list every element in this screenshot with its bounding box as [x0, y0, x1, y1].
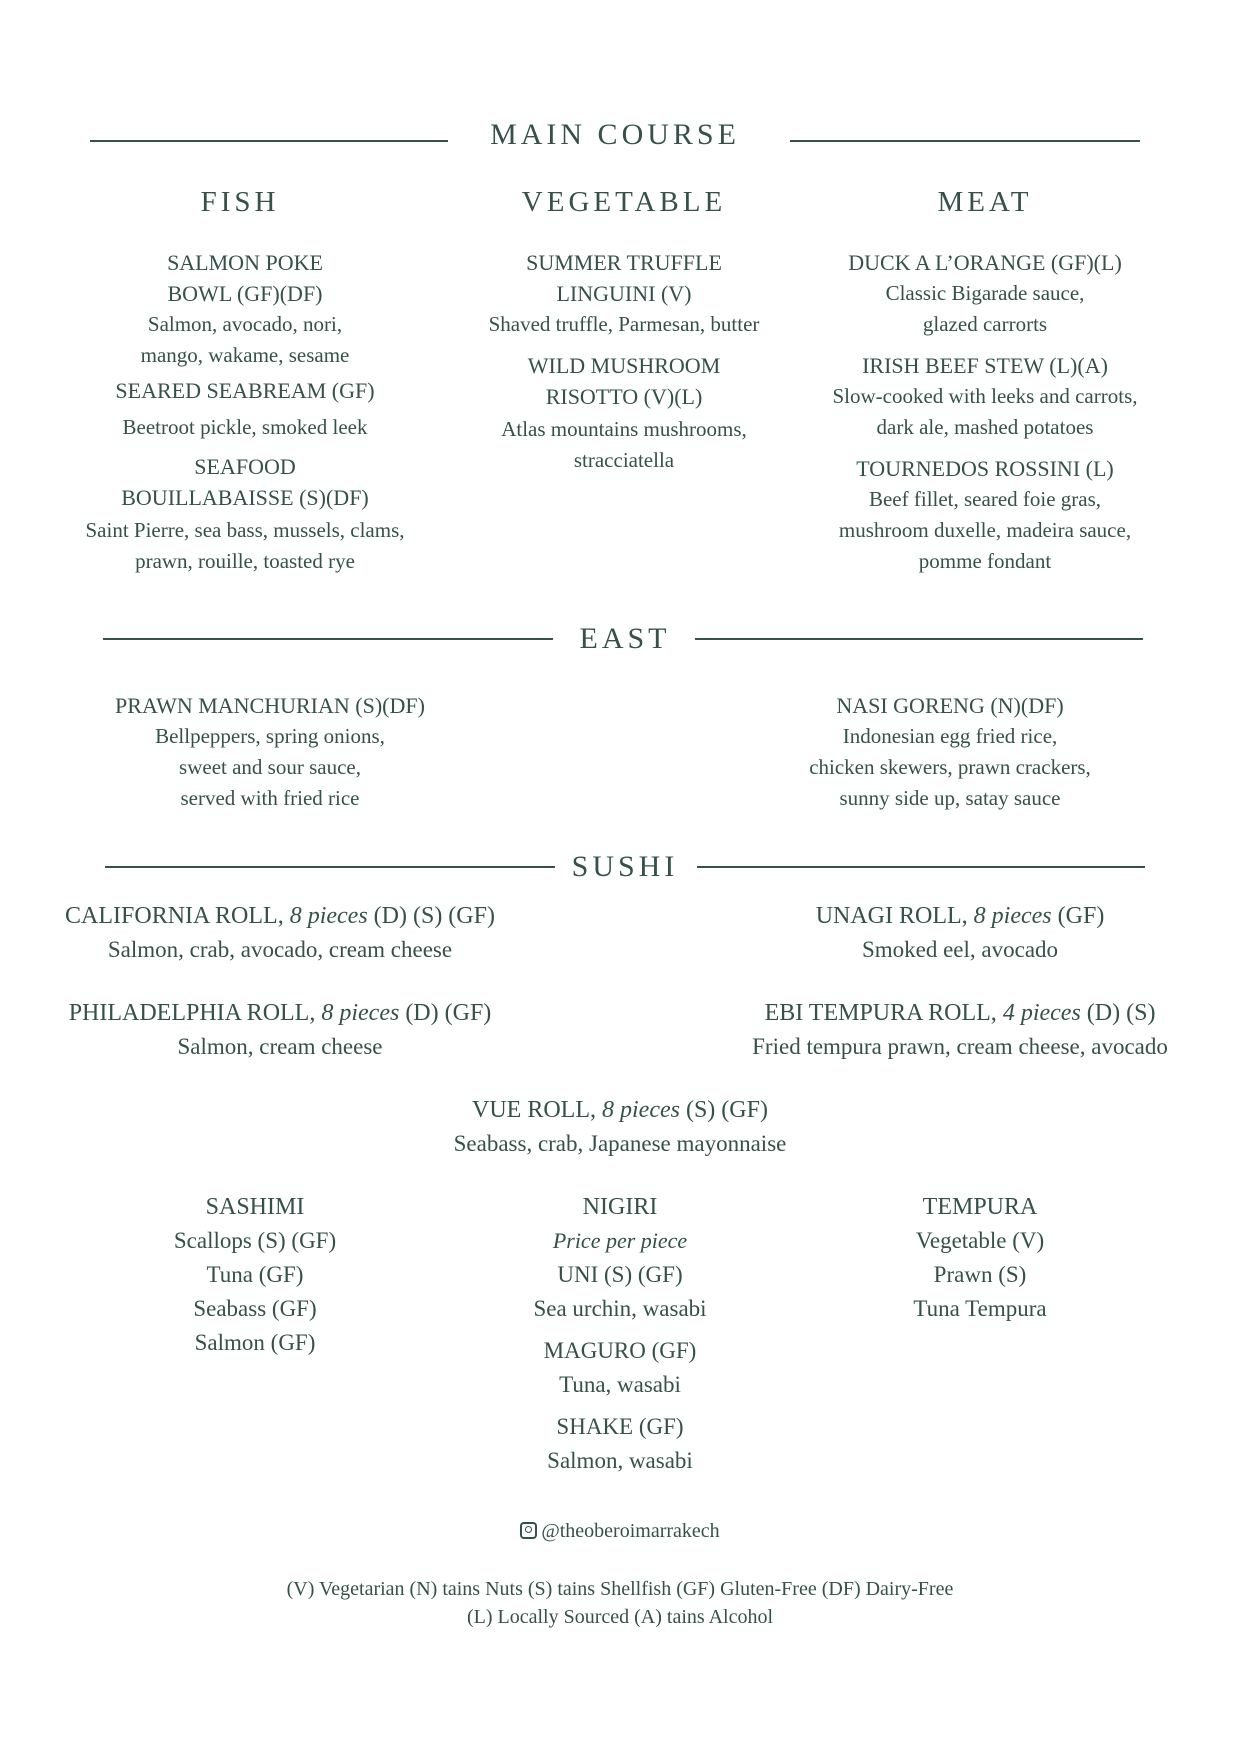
item-name: CALIFORNIA ROLL, 8 pieces (D) (S) (GF) — [65, 903, 495, 929]
list-item: Salmon (GF) — [194, 1330, 316, 1355]
item-description: Seabass, crab, Japanese mayonnaise — [453, 1131, 787, 1156]
item-description: Indonesian egg fried rice, chicken skewers, prawn crackers, sunny side up, satay sauce — [809, 724, 1091, 810]
item-name: MAGURO (GF) — [543, 1338, 697, 1363]
list-item: Scallops (S) (GF) — [173, 1228, 337, 1253]
section-title-main-course: MAIN COURSE — [490, 118, 740, 151]
item-name: UNI (S) (GF) — [557, 1262, 683, 1287]
column-title-vegetable: VEGETABLE — [521, 186, 727, 218]
list-item: Vegetable (V) — [915, 1228, 1045, 1253]
legend-line: (L) Locally Sourced (A) tains Alcohol — [466, 1606, 774, 1628]
divider-line — [697, 866, 1145, 868]
item-name: SEARED SEABREAM (GF) — [115, 378, 375, 403]
social-handle-text: @theoberoimarrakech — [541, 1520, 720, 1542]
menu-item — [40, 451, 450, 577]
list-item: Tuna (GF) — [206, 1262, 304, 1287]
east-left-column — [70, 690, 470, 814]
item-description: Salmon, crab, avocado, cream cheese — [107, 937, 453, 962]
divider-line — [695, 638, 1143, 640]
item-description: Salmon, avocado, nori, mango, wakame, sesame — [140, 312, 350, 367]
menu-item — [40, 247, 450, 371]
menu-item — [70, 690, 470, 814]
item-description: Bellpeppers, spring onions, sweet and sour sauce, served with fried rice — [155, 724, 385, 810]
price-note: Price per piece — [552, 1228, 688, 1253]
list-title: TEMPURA — [922, 1194, 1038, 1220]
list-title: NIGIRI — [582, 1194, 658, 1220]
item-name: SHAKE (GF) — [556, 1414, 684, 1439]
item-name: NASI GORENG (N)(DF) — [836, 693, 1064, 718]
sushi-roll-item — [740, 899, 1180, 967]
dietary-legend — [0, 1575, 1240, 1631]
list-item: Prawn (S) — [933, 1262, 1027, 1287]
menu-item — [785, 453, 1185, 577]
list-item: Seabass (GF) — [193, 1296, 317, 1321]
section-title-sushi: SUSHI — [571, 850, 679, 883]
item-name: EBI TEMPURA ROLL, 4 pieces (D) (S) — [764, 1000, 1156, 1026]
menu-item — [785, 247, 1185, 340]
menu-item — [785, 350, 1185, 443]
sushi-roll-item — [370, 1093, 870, 1161]
item-description: Slow-cooked with leeks and carrots, dark ale, mashed potatoes — [832, 384, 1138, 439]
item-description: Beetroot pickle, smoked leek — [122, 415, 368, 439]
menu-item — [424, 350, 824, 476]
east-right-column — [750, 690, 1150, 814]
item-description: Beef fillet, seared foie gras, mushroom duxelle, madeira sauce, pomme fondant — [838, 487, 1132, 573]
item-description: Saint Pierre, sea bass, mussels, clams, prawn, rouille, toasted rye — [85, 518, 405, 573]
divider-line — [103, 638, 553, 640]
item-name: DUCK A L’ORANGE (GF)(L) — [848, 250, 1122, 275]
meat-column — [785, 247, 1185, 577]
nigiri-list — [520, 1190, 720, 1478]
sushi-roll-item — [30, 996, 530, 1064]
column-title-fish: FISH — [200, 186, 280, 218]
list-title: SASHIMI — [205, 1194, 305, 1220]
item-description: Tuna, wasabi — [559, 1372, 681, 1397]
item-description: Salmon, wasabi — [547, 1448, 693, 1473]
menu-item — [40, 375, 450, 443]
item-name: VUE ROLL, 8 pieces (S) (GF) — [472, 1097, 768, 1123]
item-name: SUMMER TRUFFLE LINGUINI (V) — [526, 250, 722, 306]
item-name: SALMON POKE BOWL (GF)(DF) — [167, 250, 323, 306]
social-handle[interactable] — [0, 1517, 1240, 1545]
item-name: PRAWN MANCHURIAN (S)(DF) — [115, 693, 425, 718]
item-name: UNAGI ROLL, 8 pieces (GF) — [815, 903, 1105, 929]
fish-column — [40, 247, 450, 577]
item-description: Shaved truffle, Parmesan, butter — [488, 312, 760, 336]
item-name: SEAFOOD BOUILLABAISSE (S)(DF) — [121, 454, 369, 510]
column-title-meat: MEAT — [937, 186, 1033, 218]
tempura-list — [880, 1190, 1080, 1326]
item-name: PHILADELPHIA ROLL, 8 pieces (D) (GF) — [68, 1000, 492, 1026]
item-description: Salmon, cream cheese — [177, 1034, 383, 1059]
item-name: WILD MUSHROOM RISOTTO (V)(L) — [527, 353, 721, 409]
divider-line — [105, 866, 555, 868]
vegetable-column — [424, 247, 824, 476]
item-description: Smoked eel, avocado — [861, 937, 1059, 962]
item-name: IRISH BEEF STEW (L)(A) — [862, 353, 1108, 378]
sushi-roll-item — [30, 899, 530, 967]
section-title-east: EAST — [579, 622, 671, 655]
item-description: Fried tempura prawn, cream cheese, avocado — [752, 1034, 1168, 1059]
item-description: Atlas mountains mushrooms, stracciatella — [501, 417, 747, 472]
divider-line — [790, 140, 1140, 142]
item-description: Classic Bigarade sauce, glazed carrorts — [885, 281, 1085, 336]
sushi-roll-item — [740, 996, 1180, 1064]
list-item: Tuna Tempura — [913, 1296, 1047, 1321]
legend-line: (V) Vegetarian (N) tains Nuts (S) tains Shellfish (GF) Gluten-Free (DF) Dairy-Free — [286, 1578, 954, 1600]
item-name: TOURNEDOS ROSSINI (L) — [856, 456, 1114, 481]
sashimi-list — [155, 1190, 355, 1360]
item-description: Sea urchin, wasabi — [533, 1296, 707, 1321]
menu-item — [424, 247, 824, 340]
instagram-icon — [520, 1522, 537, 1539]
menu-item — [750, 690, 1150, 814]
